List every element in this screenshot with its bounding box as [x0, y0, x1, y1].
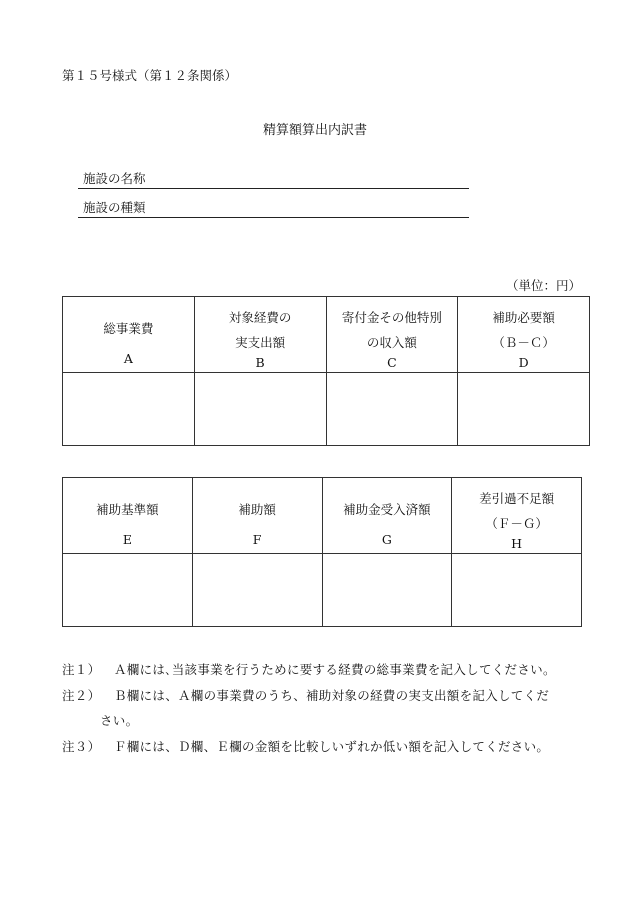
- header-letter: A: [123, 351, 133, 366]
- facility-type-field[interactable]: [78, 199, 469, 218]
- input-cell-b[interactable]: [194, 373, 326, 446]
- facility-type-label: 施設の種類: [83, 200, 146, 215]
- header-label: 補助基準額: [96, 501, 159, 517]
- header-letter: E: [122, 532, 132, 547]
- header-label: 総事業費: [103, 320, 154, 336]
- note-2-text: Ｂ欄には、Ａ欄の事業費のうち、補助対象の経費の実支出額を記入してくだ: [114, 688, 550, 703]
- header-label-line2: （Ｂ－Ｃ）: [492, 335, 555, 350]
- header-cell-e: [63, 478, 193, 554]
- header-cell-a: [63, 297, 195, 373]
- header-label: 寄付金その他特別: [341, 310, 442, 325]
- facility-name-label: 施設の名称: [83, 171, 146, 186]
- settlement-table-1: [62, 296, 590, 446]
- facility-name-field[interactable]: [78, 170, 469, 189]
- header-letter: B: [255, 355, 265, 370]
- header-label-line2: 実支出額: [235, 335, 286, 350]
- header-label: 対象経費の: [228, 310, 292, 325]
- header-label: 補助金受入済額: [343, 501, 431, 517]
- note-1-tag: 注１）: [62, 662, 101, 677]
- header-letter: F: [252, 532, 262, 547]
- header-label-line2: の収入額: [366, 335, 417, 350]
- input-cell-d[interactable]: [458, 373, 590, 446]
- header-letter: C: [387, 355, 397, 370]
- header-cell-h: [452, 478, 582, 554]
- header-letter: G: [381, 532, 392, 547]
- settlement-table-2: [62, 477, 582, 627]
- header-label: 差引過不足額: [479, 491, 555, 506]
- header-cell-c: [326, 297, 458, 373]
- input-cell-g[interactable]: [322, 554, 452, 627]
- note-3-tag: 注３）: [62, 739, 101, 754]
- note-1: [62, 660, 556, 678]
- header-cell-g: [322, 478, 452, 554]
- note-2-tag: 注２）: [62, 688, 101, 703]
- note-3-text: Ｆ欄には、Ｄ欄、Ｅ欄の金額を比較しいずれか低い額を記入してください。: [114, 739, 550, 754]
- input-cell-h[interactable]: [452, 554, 582, 627]
- header-letter: H: [511, 536, 523, 551]
- header-label: 補助必要額: [492, 310, 555, 325]
- document-title: 精算額算出内訳書: [262, 123, 367, 138]
- header-cell-d: [458, 297, 590, 373]
- input-cell-f[interactable]: [192, 554, 322, 627]
- note-2-continuation: さい。: [100, 713, 139, 728]
- unit-note: （単位：円）: [505, 278, 581, 293]
- note-3: [62, 737, 549, 755]
- header-label: 補助額: [238, 501, 276, 517]
- header-cell-b: [194, 297, 326, 373]
- header-label-line2: （Ｆ－Ｇ）: [485, 516, 548, 531]
- note-1-text: Ａ欄には､当該事業を行うために要する経費の総事業費を記入してください。: [114, 662, 556, 677]
- input-cell-e[interactable]: [63, 554, 193, 627]
- input-cell-a[interactable]: [63, 373, 195, 446]
- input-cell-c[interactable]: [326, 373, 458, 446]
- form-number: 第１５号様式（第１２条関係）: [62, 68, 238, 83]
- note-2: [62, 686, 549, 704]
- header-cell-f: [192, 478, 322, 554]
- header-letter: D: [518, 355, 529, 370]
